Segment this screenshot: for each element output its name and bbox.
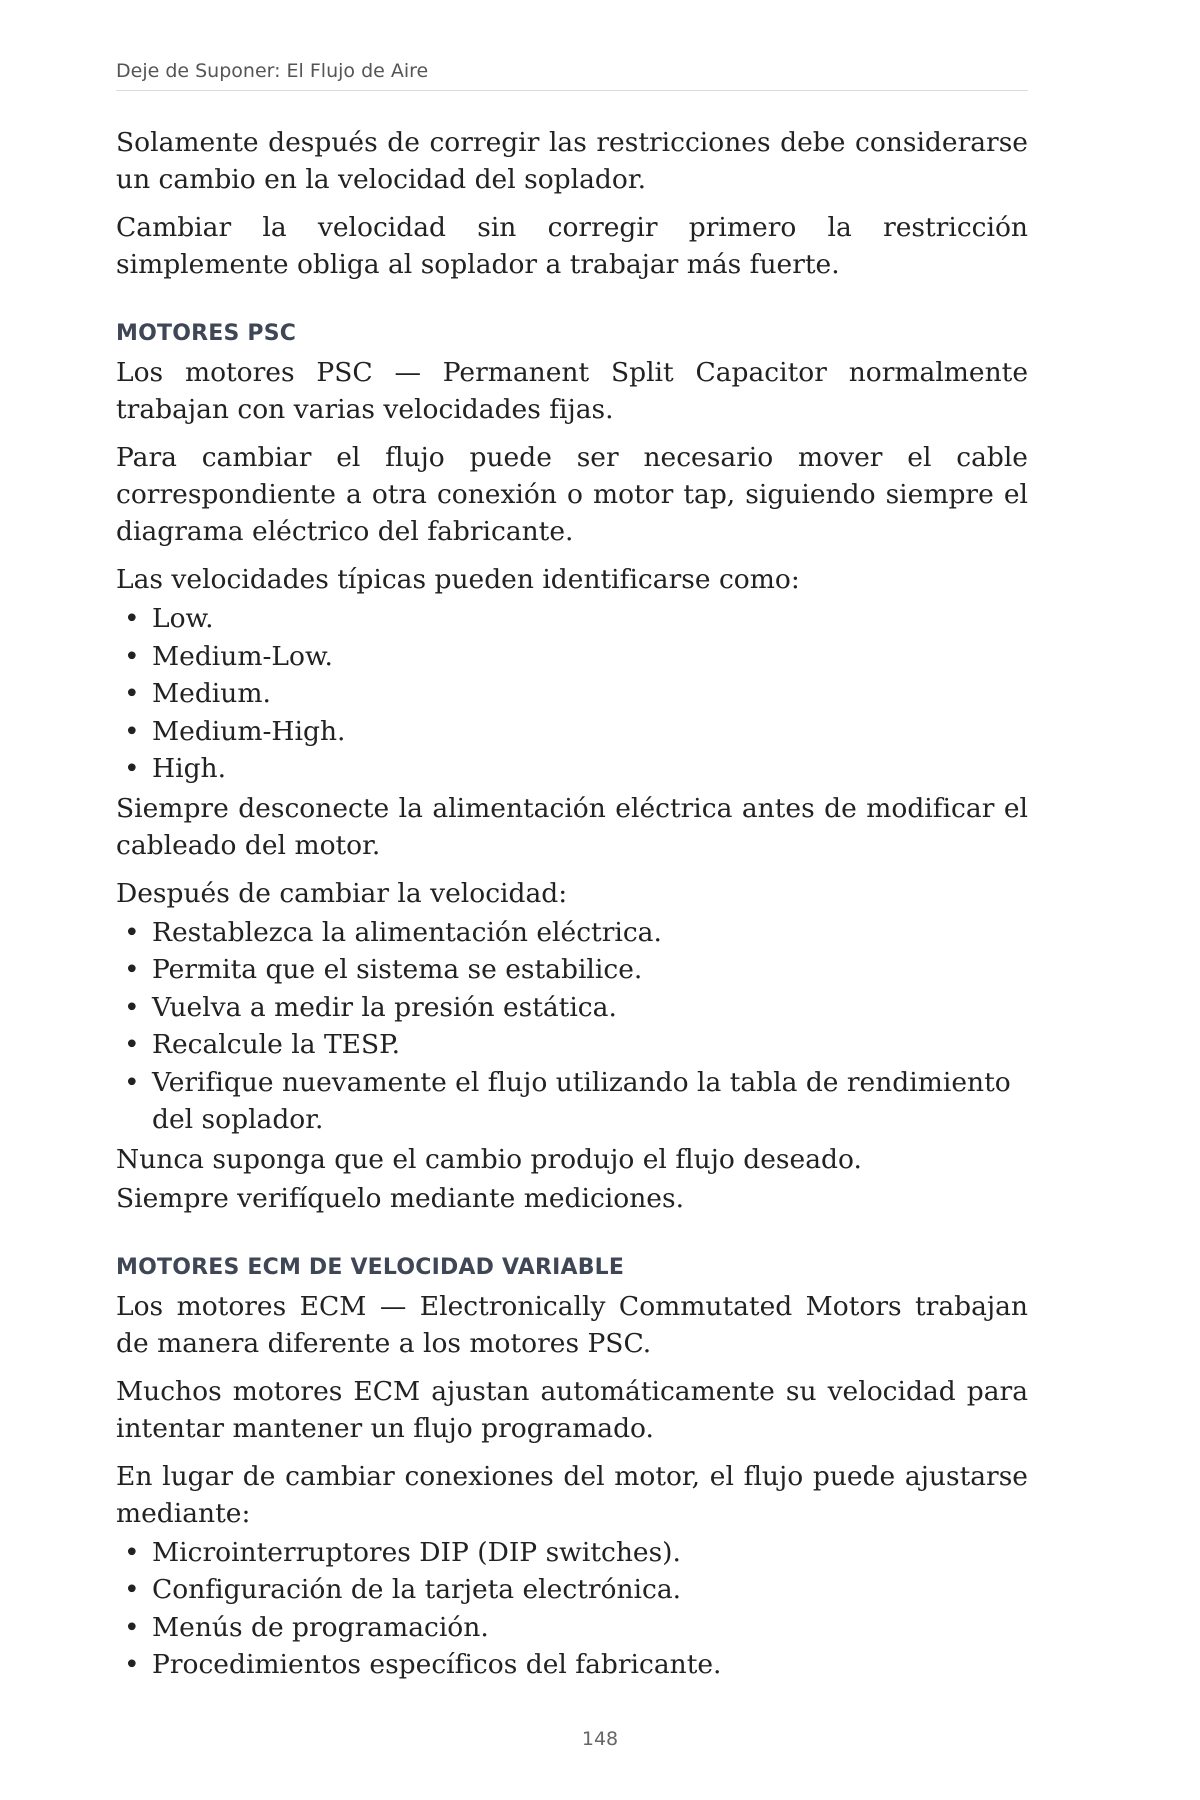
list-item-text: Microinterruptores DIP (DIP switches).	[152, 1536, 681, 1568]
section-heading-ecm: MOTORES ECM DE VELOCIDAD VARIABLE	[116, 1254, 625, 1280]
paragraph-intro-2: Cambiar la velocidad sin corregir primero la restricción simplemente obliga al soplador a trabajar más fuerte.	[116, 212, 1028, 280]
list-item-text: Configuración de la tarjeta electrónica.	[152, 1574, 682, 1605]
bullet-icon: •	[124, 991, 140, 1023]
paragraph-intro-1: Solamente después de corregir las restricciones debe considerarse un cambio en la velocidad del soplador.	[116, 127, 1028, 195]
speeds-list	[116, 600, 1028, 788]
paragraph-ecm-1: Los motores ECM — Electronically Commutated Motors trabajan de manera diferente a los motores PSC.	[116, 1290, 1028, 1359]
bullet-icon: •	[124, 1536, 140, 1568]
after-steps-list	[116, 914, 1028, 1139]
bullet-icon: •	[124, 1611, 140, 1643]
paragraph-after-intro: Después de cambiar la velocidad:	[116, 877, 568, 909]
list-item-text: Medium.	[152, 678, 271, 709]
list-item	[116, 1064, 1028, 1139]
list-item	[116, 713, 1028, 751]
bullet-icon: •	[124, 678, 140, 709]
paragraph-speeds-intro: Las velocidades típicas pueden identificarse como:	[116, 564, 800, 595]
bullet-icon: •	[124, 753, 140, 784]
list-item	[116, 600, 1028, 638]
list-item	[116, 914, 1028, 952]
list-item-text: Low.	[152, 603, 214, 634]
list-item	[116, 1534, 1028, 1572]
list-item	[116, 1646, 1028, 1684]
bullet-icon: •	[124, 1649, 140, 1680]
list-item	[116, 1571, 1028, 1609]
bullet-icon: •	[124, 603, 140, 634]
bullet-icon: •	[124, 715, 140, 747]
list-item	[116, 989, 1028, 1027]
list-item-text: Vuelva a medir la presión estática.	[152, 991, 617, 1023]
paragraph-psc-2: Para cambiar el flujo puede ser necesario mover el cable correspondiente a otra conexión o motor tap, siguiendo siempre el diagrama eléctrico del fabricante.	[116, 442, 1028, 547]
list-item-text: Permita que el sistema se estabilice.	[152, 954, 643, 985]
list-item-text: Restablezca la alimentación eléctrica.	[152, 916, 662, 948]
paragraph-warning: Siempre desconecte la alimentación eléctrica antes de modificar el cableado del motor.	[116, 792, 1028, 861]
ecm-methods-list	[116, 1534, 1028, 1684]
bullet-icon: •	[124, 1066, 140, 1098]
list-item	[116, 1026, 1028, 1064]
paragraph-ecm-3: En lugar de cambiar conexiones del motor, el flujo puede ajustarse mediante:	[116, 1460, 1028, 1529]
page-number: 148	[581, 1728, 619, 1750]
list-item-text: Procedimientos específicos del fabricante.	[152, 1649, 722, 1680]
list-item	[116, 1609, 1028, 1647]
list-item	[116, 951, 1028, 989]
bullet-icon: •	[124, 640, 140, 672]
list-item-text: Menús de programación.	[152, 1611, 489, 1643]
list-item	[116, 675, 1028, 713]
list-item-text: Verifique nuevamente el flujo utilizando la tabla de rendimiento del soplador.	[152, 1066, 1011, 1135]
list-item	[116, 750, 1028, 788]
bullet-icon: •	[124, 1029, 140, 1060]
bullet-icon: •	[124, 916, 140, 948]
paragraph-closing-1: Nunca suponga que el cambio produjo el flujo deseado.	[116, 1143, 862, 1175]
list-item-text: Medium-Low.	[152, 640, 333, 672]
bullet-icon: •	[124, 954, 140, 985]
paragraph-psc-1: Los motores PSC — Permanent Split Capacitor normalmente trabajan con varias velocidades fijas.	[116, 357, 1028, 425]
list-item-text: High.	[152, 753, 227, 784]
page-body	[116, 124, 1028, 1686]
paragraph-ecm-2: Muchos motores ECM ajustan automáticamente su velocidad para intentar mantener un flujo programado.	[116, 1375, 1028, 1444]
list-item	[116, 638, 1028, 676]
running-header: Deje de Suponer: El Flujo de Aire	[116, 60, 1028, 91]
list-item-text: Medium-High.	[152, 715, 346, 747]
paragraph-closing-2: Siempre verifíquelo mediante mediciones.	[116, 1182, 684, 1214]
list-item-text: Recalcule la TESP.	[152, 1029, 400, 1060]
bullet-icon: •	[124, 1574, 140, 1605]
section-heading-psc: MOTORES PSC	[116, 321, 297, 346]
